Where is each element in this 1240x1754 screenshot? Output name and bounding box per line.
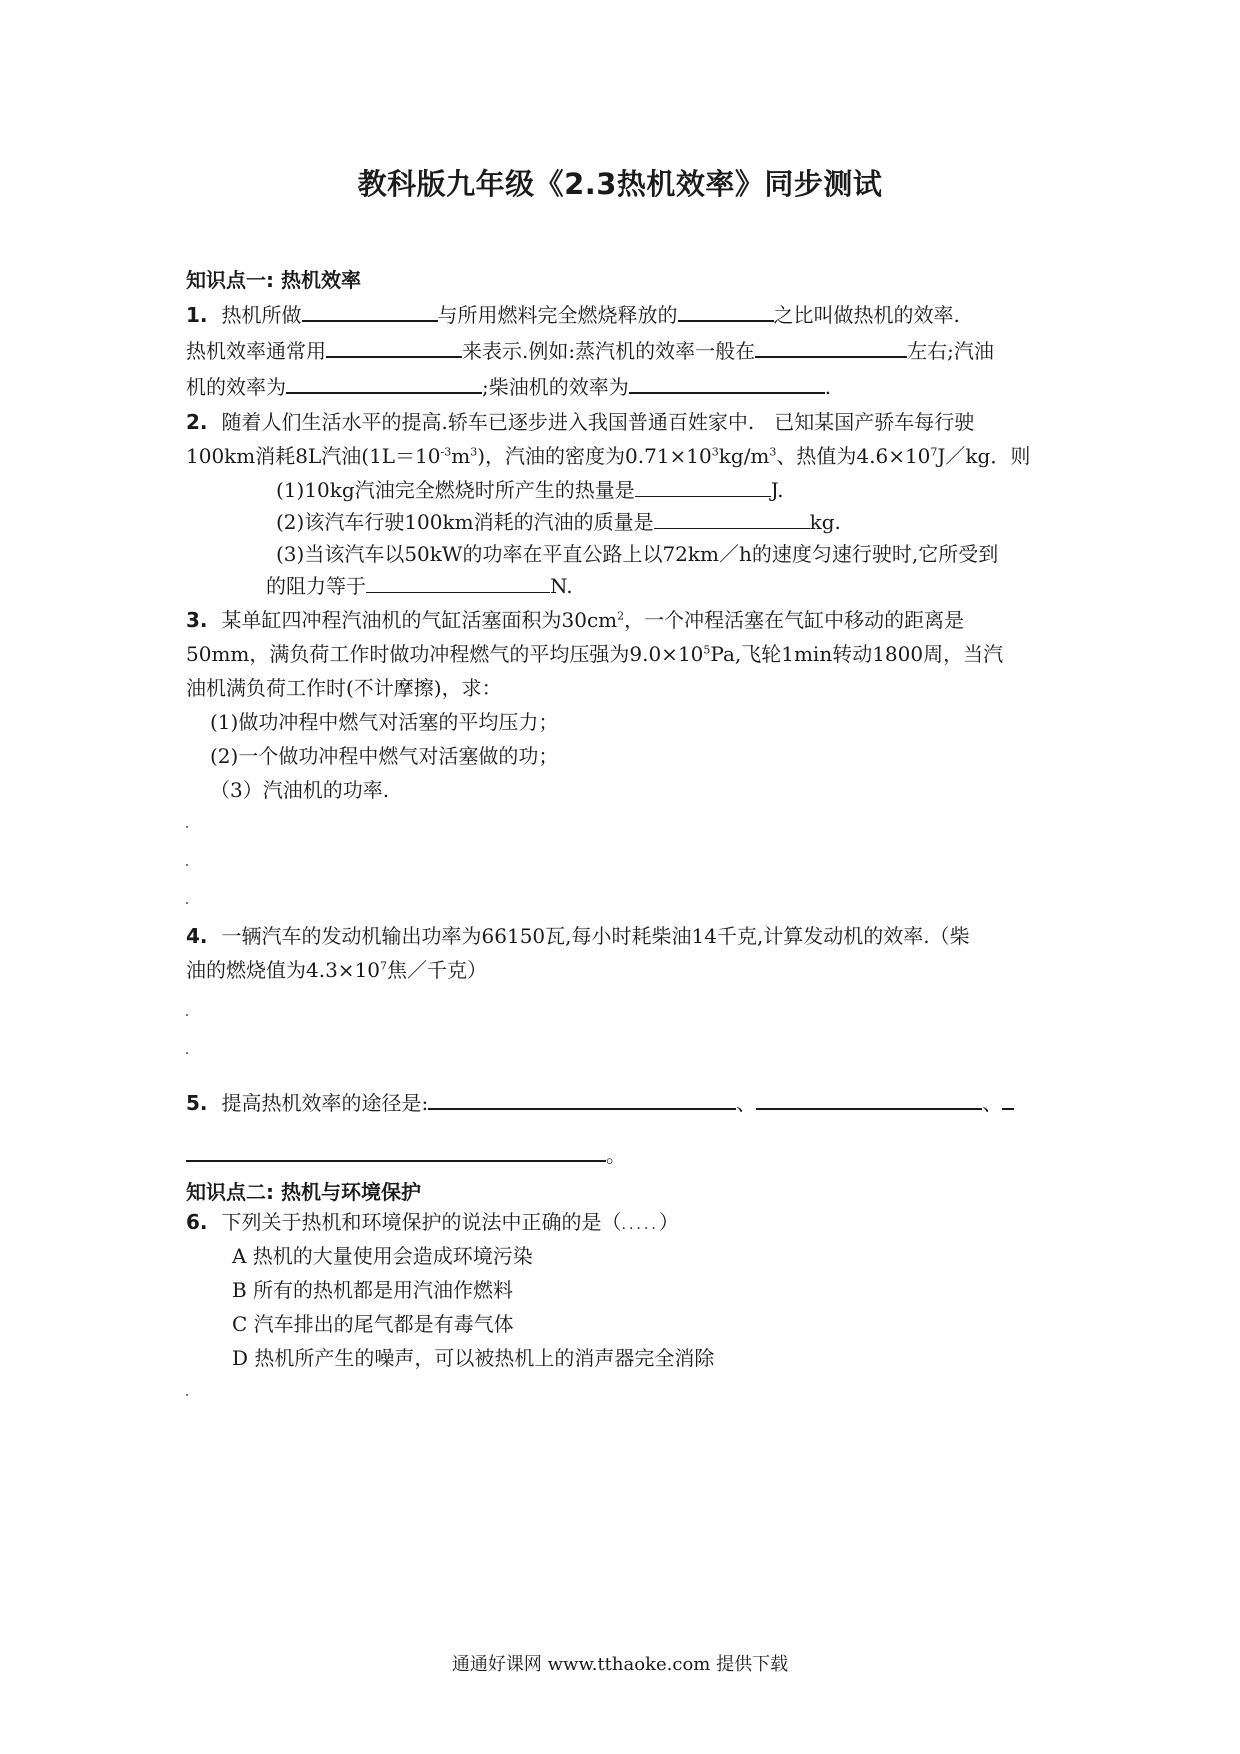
question-number: 1.: [186, 303, 208, 327]
answer-blank[interactable]: [186, 1140, 606, 1162]
text: N.: [550, 574, 573, 598]
question-4-line-1: [186, 922, 970, 950]
text: 随着人们生活水平的提高.轿车已逐步进入我国普通百姓家中. 已知某国产骄车每行驶: [221, 410, 975, 434]
section-heading-2: 知识点二: 热机与环境保护: [186, 1180, 421, 1204]
answer-blank[interactable]: [755, 336, 907, 358]
question-5-line-2: [186, 1140, 626, 1169]
text: 来表示.例如:蒸汽机的效率一般在: [462, 339, 756, 363]
question-3-sub-2: (2)一个做功冲程中燃气对活塞做的功；: [210, 744, 559, 768]
question-3-line-2: [186, 640, 1003, 668]
superscript: 7: [380, 959, 388, 973]
text: ;柴油机的效率为: [482, 375, 629, 399]
option-a[interactable]: A 热机的大量使用会造成环境污染: [232, 1244, 533, 1268]
text: ）: [658, 1210, 679, 1234]
page-footer: 通通好课网 www.tthaoke.com 提供下载: [451, 1654, 789, 1675]
text: J／kg．则: [937, 444, 1031, 468]
text: 某单缸四冲程汽油机的气缸活塞面积为30cm: [221, 608, 618, 632]
question-1-line-2: [186, 336, 994, 365]
question-number: 3.: [186, 608, 208, 632]
superscript: 2: [617, 609, 625, 623]
text: 焦／千克）: [387, 958, 488, 982]
superscript: 3: [470, 445, 478, 459]
text: 左右;汽油: [907, 339, 994, 363]
answer-blank[interactable]: [654, 508, 810, 529]
text: 下列关于热机和环境保护的说法中正确的是（: [221, 1210, 622, 1234]
answer-blank[interactable]: [1002, 1088, 1014, 1110]
text: 热机效率通常用: [186, 339, 326, 363]
margin-dot: [186, 826, 188, 828]
question-3-line-1: [186, 606, 964, 634]
question-number: 5.: [186, 1091, 208, 1115]
text: 油的燃烧值为4.3×10: [186, 958, 381, 982]
answer-blank[interactable]: [428, 1088, 736, 1110]
answer-blank[interactable]: [635, 476, 771, 497]
question-number: 2.: [186, 410, 208, 434]
superscript: 5: [703, 643, 711, 657]
text: )，汽油的密度为0.71×10: [477, 444, 712, 468]
margin-dot: [186, 1014, 188, 1016]
answer-blank[interactable]: [756, 1088, 982, 1110]
question-5-line-1: [186, 1088, 1014, 1117]
question-1-line-1: [186, 300, 960, 329]
question-6-stem: [186, 1208, 679, 1239]
margin-dot: [186, 1394, 188, 1396]
answer-blank[interactable]: [678, 300, 774, 322]
answer-slot[interactable]: .....: [621, 1217, 659, 1233]
text: 提高热机效率的途径是:: [221, 1091, 429, 1115]
margin-dot: [186, 1052, 188, 1054]
question-3-sub-1: (1)做功冲程中燃气对活塞的平均压力；: [210, 710, 559, 734]
margin-dot: [186, 864, 188, 866]
question-2-sub-3: [276, 540, 998, 568]
text: Pa,飞轮1min转动1800周，当汽: [710, 642, 1004, 666]
question-2-line-2: [186, 442, 1030, 470]
text: (3)当该汽车以50kW的功率在平直公路上以72km／h的速度匀速行驶时,它所受到: [276, 542, 999, 566]
text: 。: [606, 1143, 626, 1167]
text: 50mm，满负荷工作时做功冲程燃气的平均压强为9.0×10: [186, 642, 704, 666]
option-c[interactable]: C 汽车排出的尾气都是有毒气体: [232, 1312, 514, 1336]
text: 、热值为4.6×10: [776, 444, 931, 468]
text: 100km消耗8L汽油(1L＝10: [186, 444, 441, 468]
question-2-line-1: [186, 408, 974, 436]
superscript: 3: [769, 445, 777, 459]
option-d[interactable]: D 热机所产生的噪声，可以被热机上的消声器完全消除: [232, 1346, 715, 1370]
text: J.: [770, 478, 784, 502]
question-4-line-2: [186, 956, 487, 984]
page-title: 教科版九年级《2.3热机效率》同步测试: [357, 167, 883, 201]
text: (1)10kg汽油完全燃烧时所产生的热量是: [276, 478, 635, 502]
superscript: 7: [930, 445, 938, 459]
answer-blank[interactable]: [629, 372, 825, 394]
superscript: 3: [711, 445, 719, 459]
text: 、: [982, 1091, 1003, 1115]
text: (2)该汽车行驶100km消耗的汽油的质量是: [276, 510, 654, 534]
section-heading-1: 知识点一: 热机效率: [186, 268, 361, 292]
question-3-line-3: [186, 674, 502, 702]
answer-blank[interactable]: [286, 372, 482, 394]
text: kg/m: [718, 444, 770, 468]
option-b[interactable]: B 所有的热机都是用汽油作燃料: [232, 1278, 514, 1302]
text: 一辆汽车的发动机输出功率为66150瓦,每小时耗柴油14千克,计算发动机的效率.（柴: [221, 924, 970, 948]
question-1-line-3: [186, 372, 831, 401]
text: 热机所做: [221, 303, 302, 327]
answer-blank[interactable]: [302, 300, 438, 322]
text: 油机满负荷工作时(不计摩擦)，求：: [186, 676, 502, 700]
answer-blank[interactable]: [366, 572, 550, 593]
text: .: [824, 375, 832, 399]
question-number: 4.: [186, 924, 208, 948]
question-number: 6.: [186, 1210, 208, 1234]
text: 的阻力等于: [266, 574, 366, 598]
text: 、: [736, 1091, 757, 1115]
margin-dot: [186, 902, 188, 904]
superscript: -3: [440, 445, 452, 459]
text: 之比叫做热机的效率.: [773, 303, 960, 327]
text: 机的效率为: [186, 375, 286, 399]
answer-blank[interactable]: [326, 336, 462, 358]
question-2-sub-2: [276, 508, 841, 536]
text: 与所用燃料完全燃烧释放的: [437, 303, 678, 327]
question-2-sub-3-cont: [266, 572, 573, 600]
text: ，一个冲程活塞在气缸中移动的距离是: [624, 608, 965, 632]
question-3-sub-3: （3）汽油机的功率.: [210, 778, 390, 802]
question-2-sub-1: [276, 476, 784, 504]
text: kg.: [809, 510, 841, 534]
text: m: [451, 444, 471, 468]
